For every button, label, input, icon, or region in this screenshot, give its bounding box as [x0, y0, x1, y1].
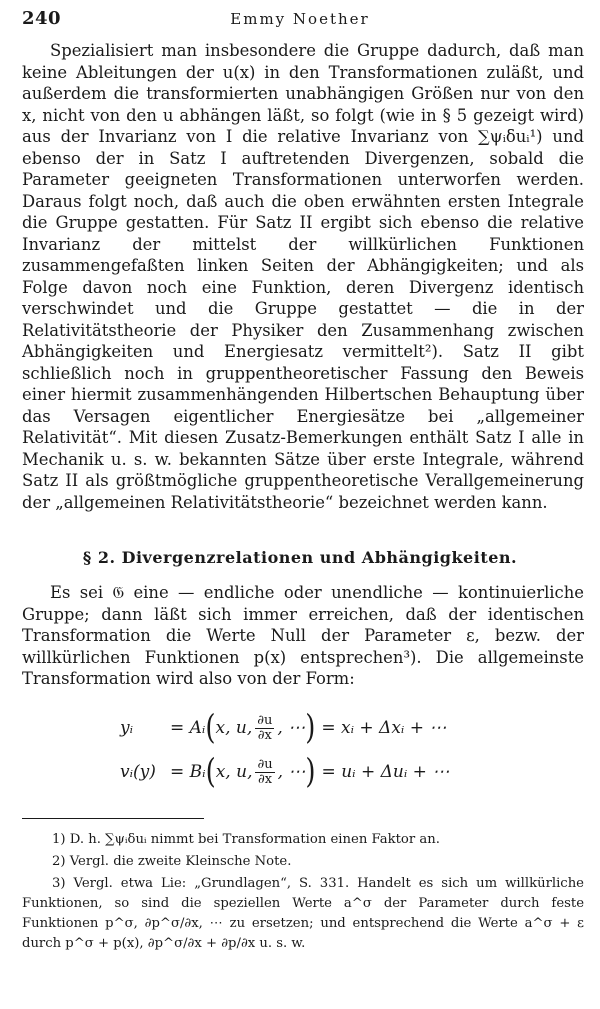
fraction-numerator: ∂u	[257, 756, 273, 772]
equation-row	[120, 750, 449, 794]
footnote: 2) Vergl. die zweite Kleinsche Note.	[52, 854, 292, 869]
equation-lhs: yᵢ	[120, 718, 134, 738]
fraction-numerator: ∂u	[257, 712, 273, 728]
paren-close: )	[305, 708, 316, 748]
section-text-block	[22, 582, 584, 690]
paren-close: )	[305, 752, 316, 792]
paren-open: (	[205, 752, 216, 792]
footnote: 3) Vergl. etwa Lie: „Grundlagen“, S. 331. Handelt es sich um willkürliche Funktionen, so sind die speziellen Werte a^σ der Parameter durch feste Funktionen p^σ, ∂p^σ/∂x, ⋯ zu ersetzen; und entsprechend die Werte a^σ + ε durch p^σ + p(x), ∂p^σ/∂x + ∂p/∂x u. s. w.	[22, 876, 584, 951]
page-number: 240	[22, 8, 62, 29]
equation-rhs: = uᵢ + Δuᵢ + ⋯	[321, 762, 450, 782]
fraction-denominator: ∂x	[257, 771, 273, 787]
footnotes	[22, 830, 584, 956]
equation-tail: , ⋯	[277, 718, 306, 738]
footnote: 1) D. h. ∑ψᵢδuᵢ nimmt bei Transformation einen Faktor an.	[52, 832, 440, 847]
running-title: Emmy Noether	[230, 10, 370, 28]
paragraph: Es sei 𝔊 eine — endliche oder unendliche — kontinuierliche Gruppe; dann läßt sich immer erreichen, daß der identischen Transformation die Werte Null der Parameter ε, bezw. der willkürlichen Funktionen p(x) entsprechen³). Die allgemeinste Transformation wird also von der Form:	[22, 583, 584, 688]
paragraph: Spezialisiert man insbesondere die Gruppe dadurch, daß man keine Ableitungen der u(x) in den Transformationen zuläßt, und außerdem die transformierten unabhängigen Größen nur von den x, nicht von den u abhängen läßt, so folgt (wie in § 5 gezeigt wird) aus der Invarianz von I die relative Invarianz von ∑ψᵢδuᵢ¹) und ebenso der in Satz I auftretenden Divergenzen, sobald die Parameter geeigneten Transformationen unterworfen werden. Daraus folgt noch, daß auch die oben erwähnten ersten Integrale die Gruppe gestatten. Für Satz II ergibt sich ebenso die relative Invarianz der mittelst der willkürlichen Funktionen zusammengefaßten linken Seiten der Abhängigkeiten; und als Folge davon noch eine Funktion, deren Divergenz identisch verschwindet und die Gruppe gestattet — die in der Relativitätstheorie der Physiker den Zusammenhang zwischen Abhängigkeiten und Energiesatz vermittelt²). Satz II gibt schließlich noch in gruppentheoretischer Fassung den Beweis einer hiermit zusammenhängenden Hilbertschen Behauptung über das Versagen eigentlicher Energiesätze bei „allgemeiner Relativität“. Mit diesen Zusatz-Bemerkungen enthält Satz I alle in Mechanik u. s. w. bekannten Sätze über erste Integrale, während Satz II als größtmögliche gruppentheoretische Verallgemeinerung der „allgemeinen Relativitätstheorie“ bezeichnet werden kann.	[22, 41, 584, 512]
section-heading: § 2. Divergenzrelationen und Abhängigkeiten.	[82, 548, 518, 567]
equation-lhs: vᵢ(y)	[120, 762, 156, 782]
equation-row	[120, 706, 449, 750]
equation-rhs: = xᵢ + Δxᵢ + ⋯	[321, 718, 447, 738]
equation-args: x, u,	[215, 718, 253, 738]
equation-tail: , ⋯	[277, 762, 306, 782]
fraction	[255, 714, 274, 743]
equation-function: = Aᵢ	[170, 718, 206, 738]
equation-function: = Bᵢ	[170, 762, 206, 782]
footnote-divider	[22, 818, 204, 819]
fraction-denominator: ∂x	[257, 727, 272, 743]
equation-block	[120, 706, 449, 794]
paren-open: (	[205, 708, 216, 748]
equation-args: x, u,	[215, 762, 253, 782]
page-header	[22, 8, 578, 30]
main-text-block	[22, 40, 584, 513]
fraction	[255, 758, 274, 787]
